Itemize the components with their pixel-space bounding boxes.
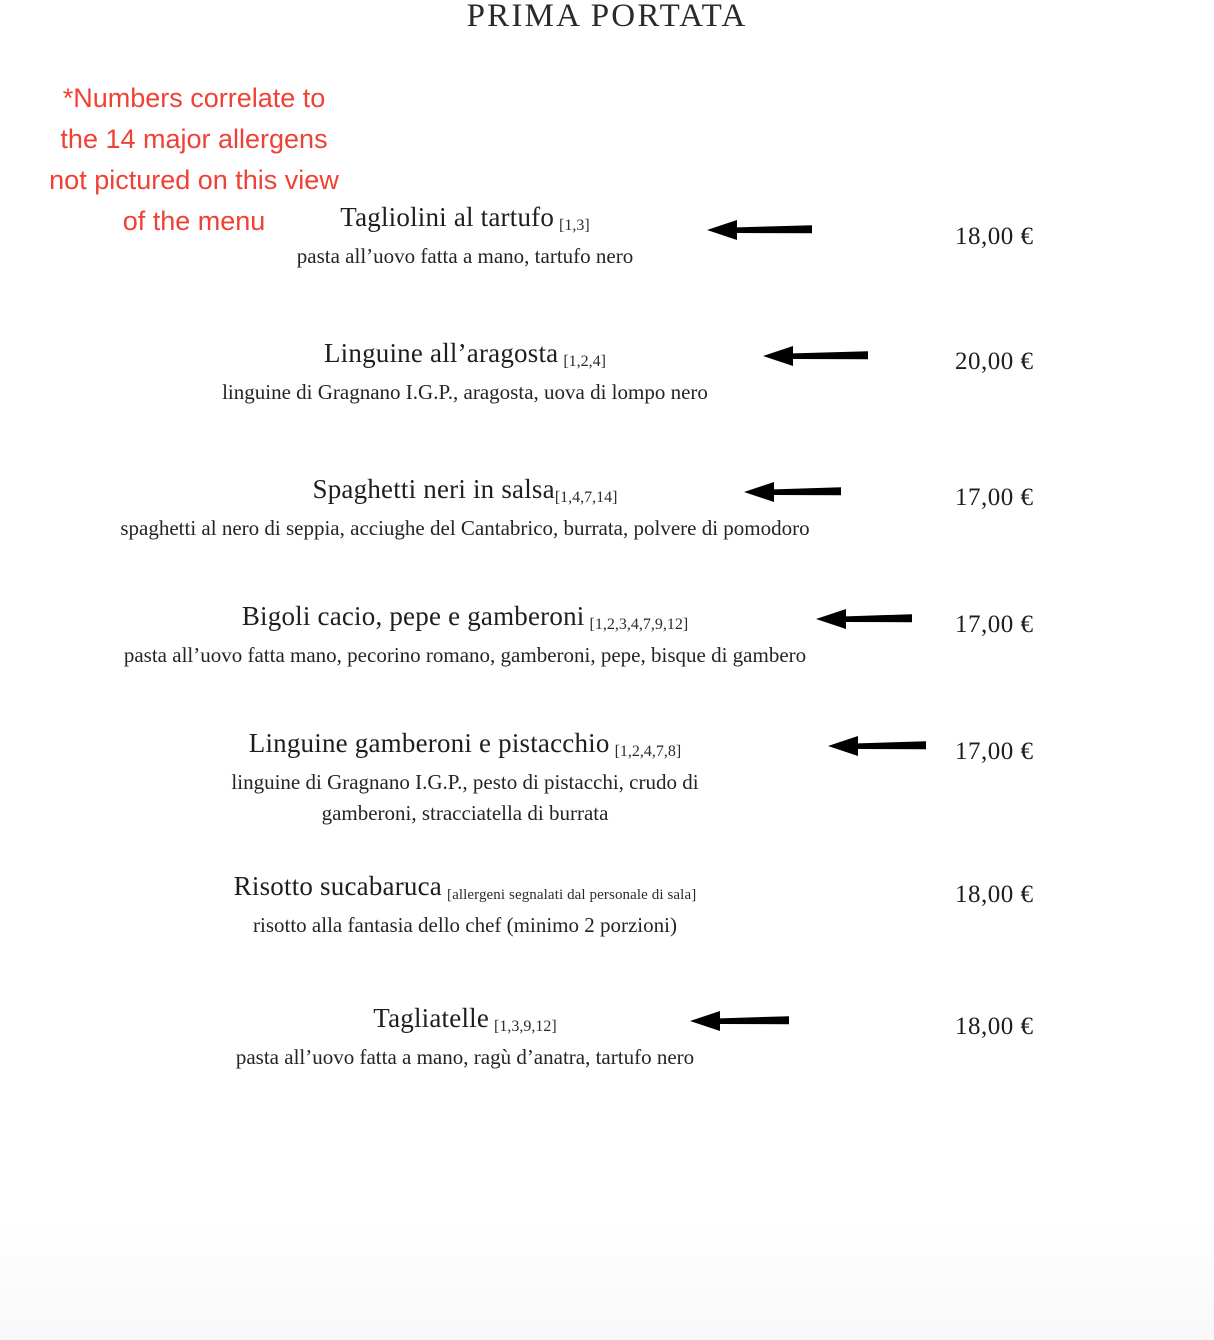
menu-item-allergens: [1,3,9,12] xyxy=(494,1018,557,1035)
menu-item-heading xyxy=(0,869,930,908)
menu-item-allergens: [1,2,4] xyxy=(563,353,606,370)
menu-item-price: 18,00 € xyxy=(955,1013,1034,1040)
menu-item xyxy=(0,472,1214,544)
page-title: PRIMA PORTATA xyxy=(466,0,748,34)
menu-item-price: 17,00 € xyxy=(955,484,1034,511)
menu-item xyxy=(0,726,1214,829)
menu-item xyxy=(0,1001,1214,1073)
menu-item-name: Tagliolini al tartufo xyxy=(340,202,555,232)
menu-item-allergens: [allergeni segnalati dal personale di sala] xyxy=(446,887,697,903)
menu-item-heading xyxy=(0,1001,930,1040)
menu-item-allergens: [1,3] xyxy=(559,217,590,234)
menu-item-price: 18,00 € xyxy=(955,223,1034,250)
menu-item-list xyxy=(0,200,1214,1073)
menu-item-body xyxy=(0,726,930,829)
menu-item-allergens: [1,2,4,7,8] xyxy=(614,743,682,760)
page-bottom-fade xyxy=(0,1220,1214,1340)
menu-item xyxy=(0,336,1214,408)
menu-item-price: 17,00 € xyxy=(955,611,1034,638)
menu-item-description: linguine di Gragnano I.G.P., aragosta, uova di lompo nero xyxy=(222,380,708,404)
menu-item-price: 17,00 € xyxy=(955,738,1034,765)
menu-item-name: Spaghetti neri in salsa xyxy=(312,474,555,504)
menu-item-name: Linguine all’aragosta xyxy=(323,338,559,368)
menu-item-body xyxy=(0,599,930,671)
allergen-annotation-note: *Numbers correlate to the 14 major allergens not pictured on this view of the menu xyxy=(49,83,339,236)
menu-item-heading xyxy=(0,336,930,375)
menu-item-description: pasta all’uovo fatta mano, pecorino romano, gamberoni, pepe, bisque di gambero xyxy=(123,643,807,667)
menu-item-heading xyxy=(0,472,930,511)
menu-item-description: pasta all’uovo fatta a mano, ragù d’anatra, tartufo nero xyxy=(235,1045,695,1069)
menu-item-body xyxy=(0,1001,930,1073)
menu-item xyxy=(0,599,1214,671)
menu-item-description: linguine di Gragnano I.G.P., pesto di pistacchi, crudo di gamberoni, stracciatella di burrata xyxy=(231,770,699,825)
menu-item-price: 18,00 € xyxy=(955,881,1034,908)
menu-item xyxy=(0,869,1214,941)
menu-item-description: pasta all’uovo fatta a mano, tartufo nero xyxy=(296,244,634,268)
menu-item-name: Bigoli cacio, pepe e gamberoni xyxy=(241,601,585,631)
menu-item-heading xyxy=(0,726,930,765)
menu-item-description: risotto alla fantasia dello chef (minimo 2 porzioni) xyxy=(253,913,677,937)
menu-item-price: 20,00 € xyxy=(955,348,1034,375)
menu-item-allergens: [1,4,7,14] xyxy=(554,489,618,506)
menu-item-name: Risotto sucabaruca xyxy=(233,871,442,901)
menu-item-name: Tagliatelle xyxy=(373,1003,490,1033)
menu-item-body xyxy=(0,336,930,408)
menu-item-body xyxy=(0,200,930,272)
menu-item-name: Linguine gamberoni e pistacchio xyxy=(248,728,610,758)
menu-item-body xyxy=(0,869,930,941)
menu-item xyxy=(0,200,1214,272)
menu-item-body xyxy=(0,472,930,544)
menu-item-allergens: [1,2,3,4,7,9,12] xyxy=(589,616,689,633)
menu-item-heading xyxy=(0,599,930,638)
menu-item-description: spaghetti al nero di seppia, acciughe del Cantabrico, burrata, polvere di pomodoro xyxy=(120,516,810,540)
menu-item-heading xyxy=(0,200,930,239)
